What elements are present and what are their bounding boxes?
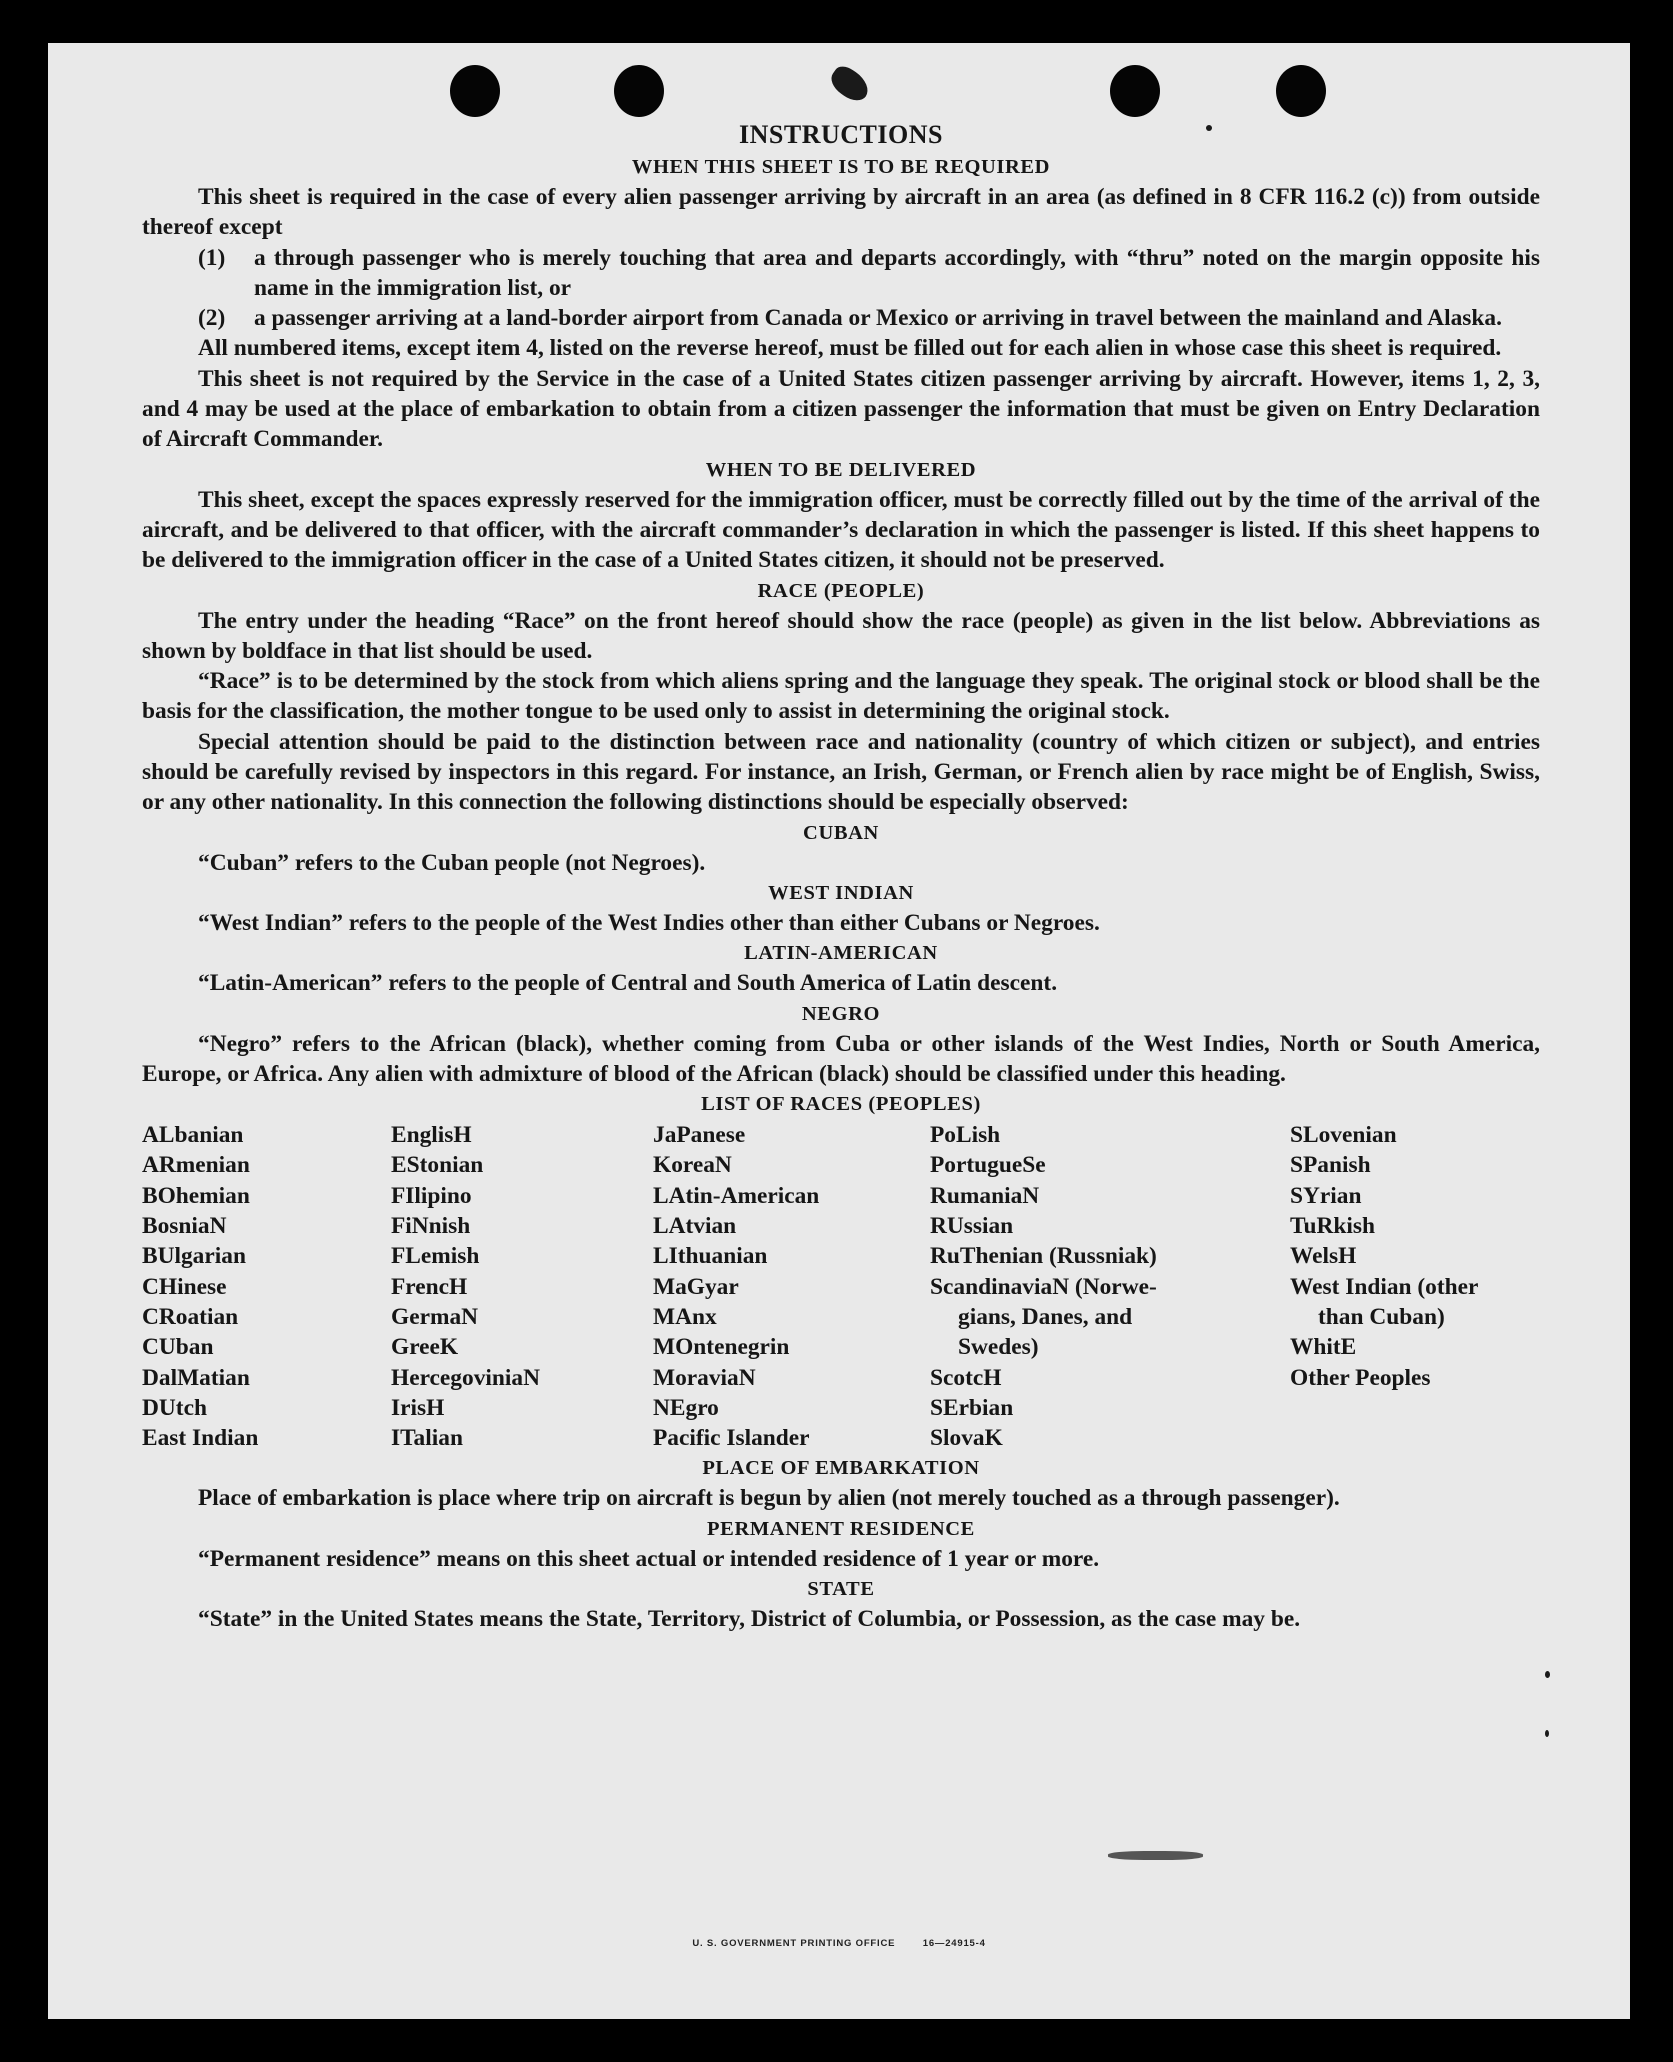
race-item: SlovaK	[930, 1425, 1003, 1452]
race-item: FIlipino	[391, 1182, 472, 1209]
race-item: ScotcH	[930, 1364, 1002, 1391]
race-item: MOntenegrin	[653, 1334, 790, 1361]
race-item: SPanish	[1290, 1152, 1371, 1179]
races-column-4	[930, 1120, 1290, 1453]
race-item: BOhemian	[142, 1182, 250, 1209]
required-paragraph-2: All numbered items, except item 4, listed on the reverse hereof, must be filled out for each alien in whose case this sheet is required.	[198, 335, 1502, 362]
race-item: LIthuanian	[653, 1243, 768, 1270]
race-item-continued: gians, Danes, and	[958, 1303, 1133, 1330]
required-intro: This sheet is required in the case of every alien passenger arriving by aircraft in an area (as defined in 8 CFR 116.2 (c)) from outside thereof except	[142, 184, 1540, 241]
race-item: GreeK	[391, 1334, 459, 1361]
race-item: SErbian	[930, 1394, 1014, 1421]
printer-name: U. S. GOVERNMENT PRINTING OFFICE	[692, 1938, 896, 1949]
race-paragraph-3: Special attention should be paid to the distinction between race and nationality (country of which citizen or subject), and entries should be carefully revised by inspectors in this regard. For instance, an Irish, German, or French alien by race might be of English, Swiss, or any other nationality. In this connection the following distinctions should be especially observed:	[142, 728, 1540, 816]
race-item: FLemish	[391, 1243, 480, 1270]
races-column-1	[142, 1120, 391, 1453]
race-item: JaPanese	[653, 1122, 746, 1149]
race-item: East Indian	[142, 1425, 259, 1452]
race-item: NEgro	[653, 1394, 719, 1421]
punch-hole-4	[1276, 65, 1326, 117]
race-item: LAtvian	[653, 1213, 737, 1240]
race-item: RuThenian (Russniak)	[930, 1243, 1157, 1270]
race-item: HercegoviniaN	[391, 1364, 540, 1391]
race-item: KoreaN	[653, 1152, 732, 1179]
race-item: Other Peoples	[1290, 1364, 1431, 1391]
negro-paragraph: “Negro” refers to the African (black), whether coming from Cuba or other islands of the West Indies, North or South America, Europe, or Africa. Any alien with admixture of blood of the African (black) should be classified under this heading.	[142, 1030, 1540, 1087]
list-item	[142, 243, 1540, 304]
race-item: ALbanian	[142, 1122, 244, 1149]
race-item: LAtin-American	[653, 1182, 820, 1209]
speck	[1545, 1730, 1549, 1737]
printer-footer	[48, 1938, 1630, 1949]
heading-permanent-residence: PERMANENT RESIDENCE	[707, 1517, 975, 1540]
speck	[1545, 1671, 1550, 1678]
race-item: DalMatian	[142, 1364, 250, 1391]
race-item: FrencH	[391, 1273, 468, 1300]
race-item: PoLish	[930, 1122, 1001, 1149]
heading-west-indian: WEST INDIAN	[768, 881, 914, 904]
instructions-content	[142, 118, 1540, 1634]
punch-hole-1	[450, 65, 500, 117]
race-item: MaGyar	[653, 1273, 739, 1300]
smudge	[1108, 1851, 1203, 1860]
race-item: EnglisH	[391, 1122, 472, 1149]
form-code: 16—24915-4	[922, 1938, 986, 1949]
document-page	[48, 43, 1630, 2019]
list-item	[142, 303, 1540, 333]
race-item: TuRkish	[1290, 1213, 1375, 1240]
punch-hole-3	[1110, 65, 1160, 117]
heading-cuban: CUBAN	[803, 821, 879, 844]
race-paragraph-1: The entry under the heading “Race” on the front hereof should show the race (people) as given in the list below. Abbreviations as shown by boldface in that list should be used.	[142, 607, 1540, 664]
races-column-5	[1290, 1120, 1540, 1453]
residence-paragraph: “Permanent residence” means on this sheet actual or intended residence of 1 year or more.	[198, 1545, 1100, 1572]
race-item: RUssian	[930, 1213, 1014, 1240]
race-item: WelsH	[1290, 1243, 1357, 1270]
race-item-continued: than Cuban)	[1318, 1303, 1445, 1330]
west-indian-paragraph: “West Indian” refers to the people of the West Indies other than either Cubans or Negroes.	[198, 909, 1100, 936]
race-paragraph-2: “Race” is to be determined by the stock from which aliens spring and the language they speak. The original stock or blood shall be the basis for the classification, the mother tongue to be used only to assist in determining the original stock.	[142, 668, 1540, 725]
race-item: Pacific Islander	[653, 1425, 810, 1452]
state-paragraph: “State” in the United States means the State, Territory, District of Columbia, or Possession, as the case may be.	[198, 1605, 1301, 1632]
page-title: INSTRUCTIONS	[739, 120, 943, 149]
ink-blot	[826, 62, 874, 106]
heading-when-required: WHEN THIS SHEET IS TO BE REQUIRED	[631, 156, 1051, 178]
race-item: WhitE	[1290, 1334, 1357, 1361]
race-item: SYrian	[1290, 1182, 1362, 1209]
race-item: SLovenian	[1290, 1122, 1397, 1149]
heading-latin-american: LATIN-AMERICAN	[744, 942, 938, 965]
race-item: BUlgarian	[142, 1243, 246, 1270]
race-item-continued: Swedes)	[958, 1334, 1039, 1361]
race-item: West Indian (other	[1290, 1273, 1479, 1300]
races-column-2	[391, 1120, 653, 1453]
race-item: CHinese	[142, 1273, 227, 1300]
heading-state: STATE	[807, 1577, 875, 1600]
heading-when-delivered: WHEN TO BE DELIVERED	[705, 458, 977, 481]
latin-american-paragraph: “Latin-American” refers to the people of Central and South America of Latin descent.	[198, 970, 1058, 997]
races-column-3	[653, 1120, 930, 1453]
race-item: CUban	[142, 1334, 214, 1361]
race-item: PortugueSe	[930, 1152, 1046, 1179]
exception-number: (2)	[198, 305, 226, 332]
race-item: CRoatian	[142, 1303, 239, 1330]
race-item: RumaniaN	[930, 1182, 1040, 1209]
heading-negro: NEGRO	[801, 1002, 881, 1025]
races-list	[142, 1120, 1540, 1453]
race-item: FiNnish	[391, 1213, 471, 1240]
race-item: BosniaN	[142, 1213, 227, 1240]
exceptions-list	[142, 243, 1540, 334]
heading-list-of-races: LIST OF RACES (PEOPLES)	[701, 1093, 981, 1116]
race-item: ScandinaviaN (Norwe-	[930, 1273, 1157, 1300]
required-paragraph-3: This sheet is not required by the Service in the case of a United States citizen passenger arriving by aircraft. However, items 1, 2, 3, and 4 may be used at the place of embarkation to obtain from a citizen passenger the information that must be given on Entry Declaration of Aircraft Commander.	[142, 365, 1540, 453]
exception-text: a through passenger who is merely touching that area and departs accordingly, with “thru” noted on the margin opposite his name in the immigration list, or	[254, 244, 1540, 301]
heading-place-of-embarkation: PLACE OF EMBARKATION	[702, 1457, 980, 1480]
cuban-paragraph: “Cuban” refers to the Cuban people (not Negroes).	[198, 849, 706, 876]
race-item: IrisH	[391, 1394, 445, 1421]
race-item: MAnx	[653, 1303, 717, 1330]
punch-hole-2	[614, 65, 664, 117]
race-item: ITalian	[391, 1425, 463, 1452]
race-item: ARmenian	[142, 1152, 250, 1179]
delivered-paragraph: This sheet, except the spaces expressly reserved for the immigration officer, must be correctly filled out by the time of the arrival of the aircraft, and be delivered to that officer, with the aircraft commander’s declaration in which the passenger is listed. If this sheet happens to be delivered to the immigration officer in the case of a United States citizen, it should not be preserved.	[142, 486, 1540, 574]
race-item: GermaN	[391, 1303, 479, 1330]
exception-number: (1)	[198, 244, 226, 271]
heading-race: RACE (PEOPLE)	[757, 579, 925, 602]
race-item: MoraviaN	[653, 1364, 756, 1391]
exception-text: a passenger arriving at a land-border airport from Canada or Mexico or arriving in travel between the mainland and Alaska.	[254, 305, 1502, 332]
embarkation-paragraph: Place of embarkation is place where trip on aircraft is begun by alien (not merely touched as a through passenger).	[198, 1485, 1340, 1512]
race-item: EStonian	[391, 1152, 484, 1179]
race-item: DUtch	[142, 1394, 207, 1421]
